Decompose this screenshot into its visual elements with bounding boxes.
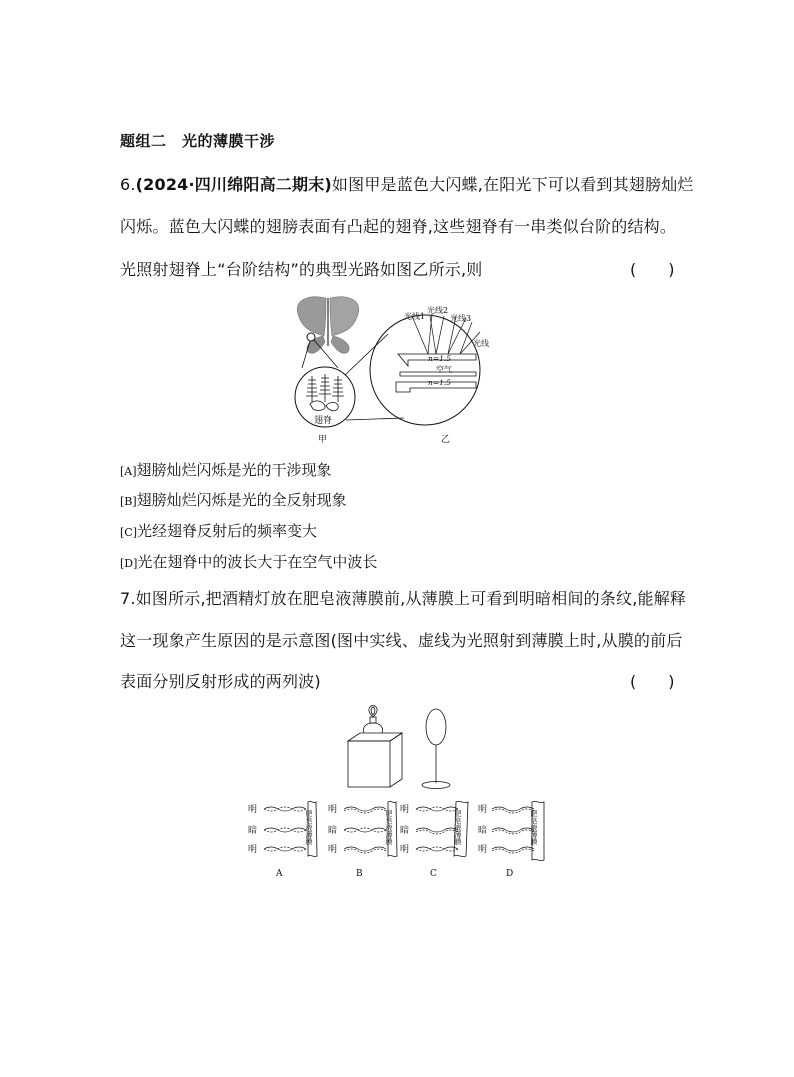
c-bright-top: 明 (400, 805, 410, 815)
q6-option-d[interactable] (120, 551, 377, 572)
q6-option-b[interactable] (120, 489, 347, 510)
q6-option-c[interactable] (120, 520, 317, 541)
diagram-b (328, 801, 397, 879)
lamp-film-figure (340, 705, 470, 795)
label-b: B (356, 869, 363, 879)
q6-answer-paren: ( ) (630, 260, 675, 279)
a-film-label: 肥皂液薄膜 (305, 810, 313, 845)
q6-line2: 闪烁。蓝色大闪蝶的翅膀表面有凸起的翅脊,这些翅脊有一串类似台阶的结构。 (120, 217, 677, 236)
a-dark: 暗 (248, 826, 258, 836)
q6-source: (2024·四川绵阳高二期末) (135, 175, 332, 194)
d-film-label: 肥皂液薄膜 (530, 810, 538, 845)
ridge-trees (306, 374, 344, 411)
c-bright-bottom: 明 (400, 845, 410, 855)
q6-number: 6. (120, 175, 136, 194)
label-a: A (276, 869, 283, 879)
ray1-label: 光线1 (404, 312, 426, 321)
option-b-text: 翅膀灿烂闪烁是光的全反射现象 (136, 491, 347, 509)
option-b-tag: [B] (120, 495, 137, 508)
q6-figure (280, 292, 520, 448)
q6-line1-text: 如图甲是蓝色大闪蝶,在阳光下可以看到其翅膀灿烂 (331, 175, 694, 194)
soap-film-frame (422, 709, 450, 789)
b-film-label: 肥皂液薄膜 (385, 810, 393, 845)
diagram-c (400, 801, 468, 879)
q6-option-a[interactable] (120, 459, 332, 480)
q7-line2: 这一现象产生原因的是示意图(图中实线、虚线为光照射到薄膜上时,从膜的前后 (120, 631, 683, 650)
diagram-a (248, 801, 317, 879)
q7-line1: 7.如图所示,把酒精灯放在肥皂液薄膜前,从薄膜上可看到明暗相间的条纹,能解释 (120, 589, 687, 608)
alcohol-lamp (348, 705, 402, 787)
section-title: 题组二 光的薄膜干涉 (120, 132, 276, 150)
option-d-tag: [D] (120, 557, 138, 570)
q7-line3: 表面分别反射形成的两列波) (120, 672, 321, 691)
q6-line3: 光照射翅脊上“台阶结构”的典型光路如图乙所示,则 (120, 260, 483, 279)
butterfly-image (297, 297, 358, 353)
diagram-d (478, 801, 544, 879)
label-yi: 乙 (441, 435, 451, 445)
d-bright-top: 明 (478, 805, 488, 815)
b-dark: 暗 (328, 826, 338, 836)
ray3-label: 光线3 (450, 314, 472, 323)
option-a-tag: [A] (120, 465, 137, 478)
option-a-text: 翅膀灿烂闪烁是光的干涉现象 (136, 461, 332, 479)
wave-diagrams (240, 800, 560, 882)
label-d: D (506, 869, 514, 879)
ray4-label: 光线 (473, 339, 489, 348)
b-bright-top: 明 (328, 805, 338, 815)
label-c: C (430, 869, 437, 879)
c-dark: 暗 (400, 826, 410, 836)
d-dark: 暗 (478, 826, 488, 836)
ray2-label: 光线2 (427, 306, 449, 315)
option-d-text: 光在翅脊中的波长大于在空气中波长 (137, 553, 378, 571)
q6-line1 (120, 172, 694, 195)
c-film-label: 肥皂液薄膜 (454, 810, 462, 845)
air-label: 空气 (436, 365, 452, 374)
n-bottom-label: n=1.5 (428, 378, 452, 387)
option-c-text: 光经翅脊反射后的频率变大 (137, 522, 318, 540)
b-bright-bottom: 明 (328, 845, 338, 855)
d-bright-bottom: 明 (478, 845, 488, 855)
ridge-label: 翅脊 (314, 416, 333, 426)
label-jia: 甲 (318, 435, 328, 445)
a-bright-top: 明 (248, 805, 258, 815)
option-c-tag: [C] (120, 526, 137, 539)
a-bright-bottom: 明 (248, 845, 258, 855)
n-top-label: n=1.5 (428, 354, 452, 363)
q7-answer-paren: ( ) (630, 672, 675, 691)
yi-zoom-circle (370, 315, 480, 425)
